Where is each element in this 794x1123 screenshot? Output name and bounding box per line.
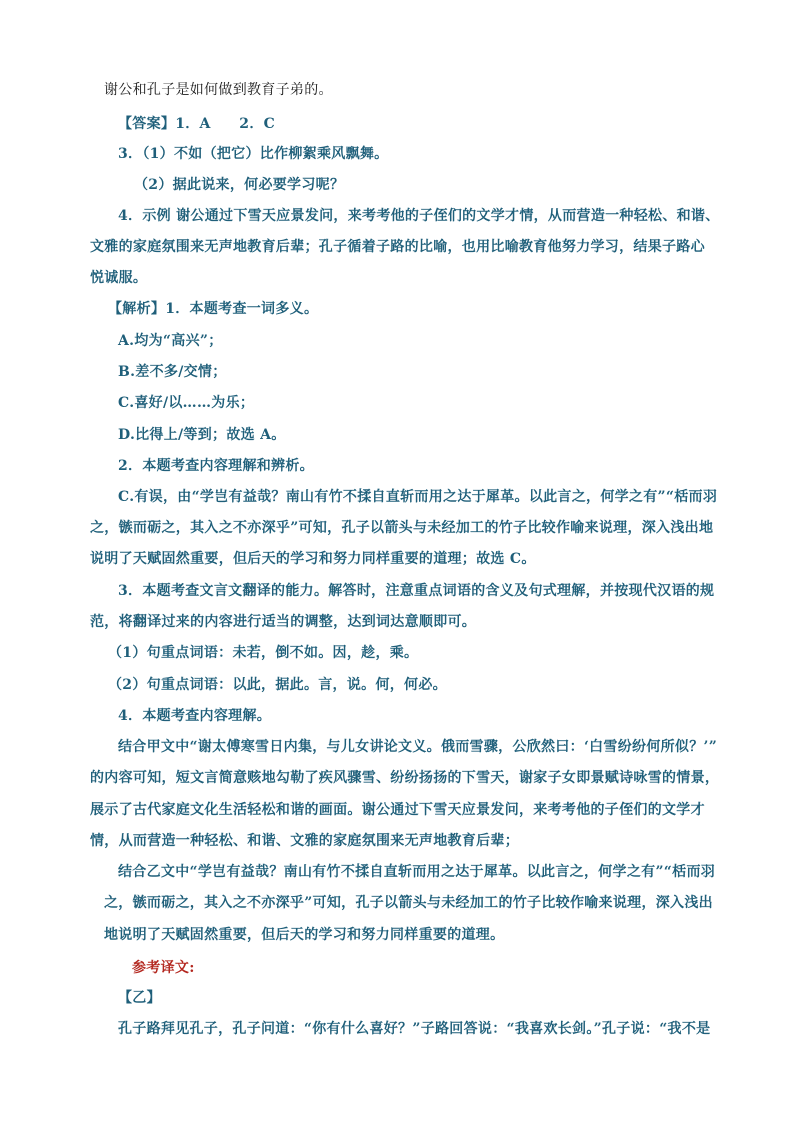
analysis-line: C.有误，由“学岂有益哉？南山有竹不揉自直斩而用之达于犀革。以此言之，何学之有”“栝而羽 xyxy=(118,489,718,505)
reference-translation-heading: 参考译文: xyxy=(132,960,195,976)
answer-line: 文雅的家庭氛围来无声地教育后辈；孔子循着子路的比喻，也用比喻教育他努力学习，结果子路心 xyxy=(90,239,705,255)
analysis-line: 地说明了天赋固然重要，但后天的学习和努力同样重要的道理。 xyxy=(104,927,505,943)
answer-line: 4．示例 谢公通过下雪天应景发问，来考考他的子侄们的文学才情，从而营造一种轻松、和谐、 xyxy=(118,208,720,224)
answer-line: 3．（1）不如（把它）比作柳絮乘风飘舞。 xyxy=(118,146,389,162)
section-label: 【乙】 xyxy=(118,990,161,1006)
analysis-line: A.均为“高兴”； xyxy=(118,333,223,349)
analysis-line: 范，将翻译过来的内容进行适当的调整，达到词达意顺即可。 xyxy=(90,614,477,630)
translation-line: 孔子路拜见孔子，孔子问道：“你有什么喜好？”子路回答说：“我喜欢长剑。”孔子说：“我不是 xyxy=(118,1021,711,1037)
answer-heading: 【答案】1．A 2．C xyxy=(118,116,276,132)
analysis-line: 之，镞而砺之，其入之不亦深乎”可知，孔子以箭头与未经加工的竹子比较作喻来说理，深入浅出 xyxy=(104,895,713,911)
answer-line: （2）据此说来，何必要学习呢？ xyxy=(134,177,345,193)
analysis-line: （1）句重点词语：未若，倒不如。因，趁，乘。 xyxy=(108,645,419,661)
analysis-line: 说明了天赋固然重要，但后天的学习和努力同样重要的道理；故选 C。 xyxy=(90,551,536,567)
analysis-line: 4．本题考查内容理解。 xyxy=(118,708,272,724)
analysis-heading: 【解析】1．本题考查一词多义。 xyxy=(108,301,319,317)
analysis-line: 情，从而营造一种轻松、和谐、文雅的家庭氛围来无声地教育后辈； xyxy=(90,833,519,849)
analysis-line: 的内容可知，短文言简意赅地勾勒了疾风骤雪、纷纷扬扬的下雪天，谢家子女即景赋诗咏雪的情景， xyxy=(90,770,720,786)
analysis-line: B.差不多/交情； xyxy=(118,364,227,380)
analysis-line: （2）句重点词语：以此，据此。言，说。何，何必。 xyxy=(108,677,447,693)
question-text: 谢公和孔子是如何做到教育子弟的。 xyxy=(104,82,333,98)
analysis-line: 展示了古代家庭文化生活轻松和谐的画面。谢公通过下雪天应景发问，来考考他的子侄们的文学才 xyxy=(90,802,705,818)
analysis-line: 结合乙文中“学岂有益哉？南山有竹不揉自直斩而用之达于犀革。以此言之，何学之有”“栝而羽 xyxy=(118,864,716,880)
analysis-line: 之，镞而砺之，其入之不亦深乎”可知，孔子以箭头与未经加工的竹子比较作喻来说理，深入浅出地 xyxy=(90,520,714,536)
analysis-line: 3．本题考查文言文翻译的能力。解答时，注意重点词语的含义及句式理解，并按现代汉语的规 xyxy=(118,583,715,599)
answer-line: 悦诚服。 xyxy=(90,270,148,286)
analysis-line: D.比得上/等到；故选 A。 xyxy=(118,427,286,443)
analysis-line: 2．本题考查内容理解和辨析。 xyxy=(118,458,314,474)
analysis-line: 结合甲文中“谢太傅寒雪日内集，与儿女讲论文义。俄而雪骤，公欣然曰：‘白雪纷纷何所似？’” xyxy=(118,739,718,755)
analysis-line: C.喜好/以……为乐； xyxy=(118,395,255,411)
